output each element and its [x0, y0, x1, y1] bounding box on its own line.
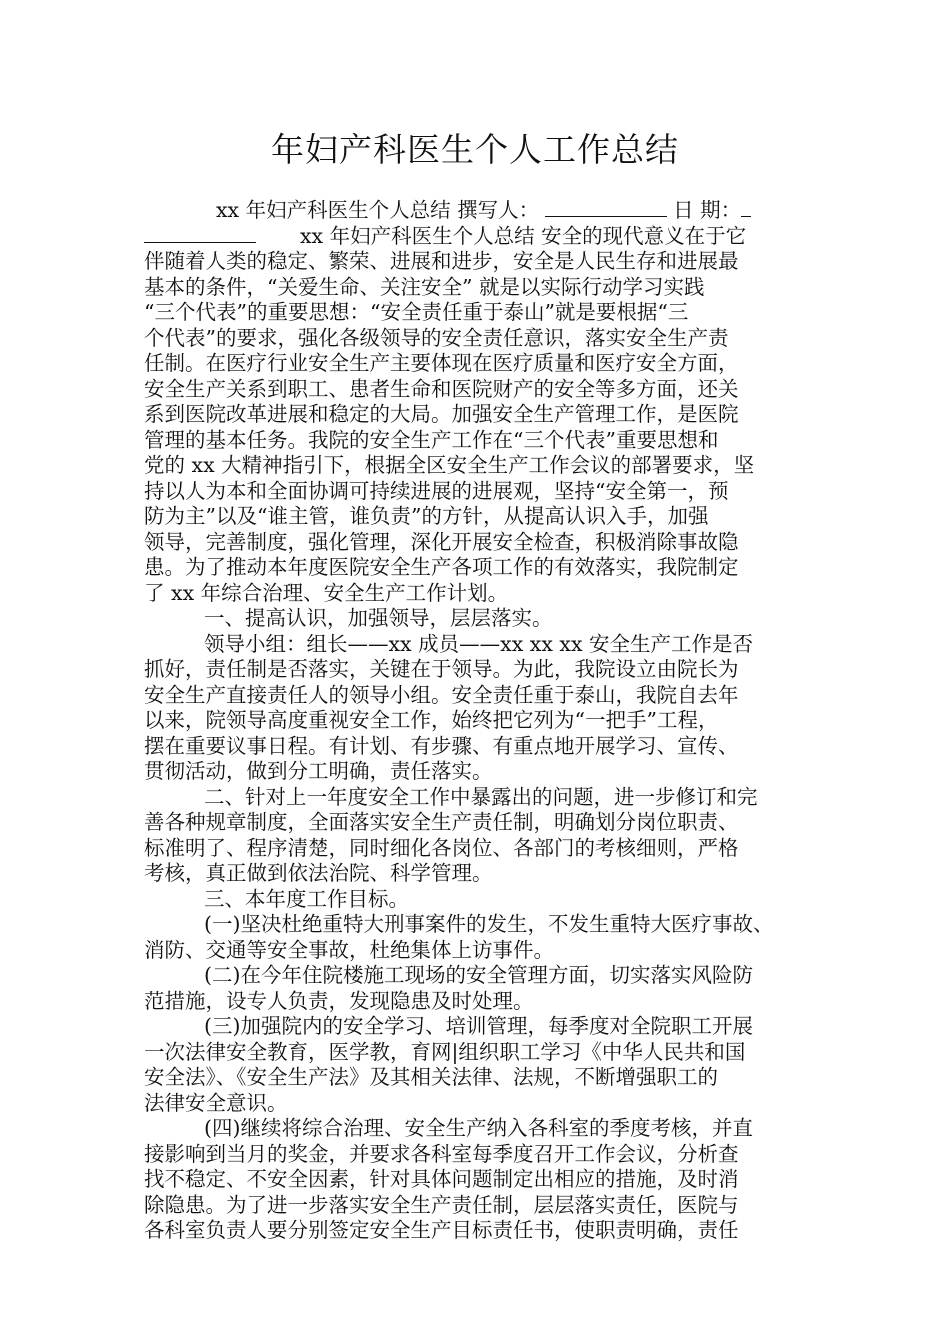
document-body [144, 198, 812, 1244]
paragraph-line: 任制。在医疗行业安全生产主要体现在医疗质量和医疗安全方面， [144, 351, 739, 375]
document-title: 年妇产科医生个人工作总结 [271, 130, 679, 169]
paragraph-line: “三个代表”的重要思想：“安全责任重于泰山”就是要根据“三 [144, 300, 689, 324]
paragraph-line: 接影响到当月的奖金，并要求各科室每季度召开工作会议，分析查 [144, 1141, 739, 1166]
list-item: (一)坚决杜绝重特大刑事案件的发生，不发生重特大医疗事故、 [204, 912, 774, 936]
paragraph-line: 基本的条件，“关爱生命、关注安全” 就是以实际行动学习实践 [144, 274, 705, 299]
date-blank [741, 198, 751, 217]
paragraph-line: 考核，真正做到依法治院、科学管理。 [144, 861, 493, 885]
section-heading: 三、本年度工作目标。 [204, 886, 409, 911]
paragraph-line: 安全法》、《安全生产法》及其相关法律、法规，不断增强职工的 [144, 1065, 718, 1089]
paragraph-line: 领导小组：组长——xx 成员——xx xx xx 安全生产工作是否 [204, 631, 754, 656]
section-heading: 一、提高认识，加强领导，层层落实。 [204, 606, 553, 630]
paragraph-line: 除隐患。为了进一步落实安全生产责任制，层层落实责任，医院与 [144, 1192, 739, 1217]
header-prefix: xx 年妇产科医生个人总结 撰写人： [216, 198, 540, 222]
paragraph-line: 摆在重要议事日程。有计划、有步骤、有重点地开展学习、宣传、 [144, 733, 739, 758]
section-heading: 二、针对上一年度安全工作中暴露出的问题，进一步修订和完 [204, 784, 758, 809]
paragraph-line: 了 xx 年综合治理、安全生产工作计划。 [144, 580, 509, 605]
author-blank [545, 198, 667, 217]
list-item: (三)加强院内的安全学习、培训管理，每季度对全院职工开展 [204, 1014, 753, 1038]
paragraph-line: 一次法律安全教育，医学教，育网|组织职工学习《中华人民共和国 [144, 1039, 746, 1064]
paragraph-line: 抓好，责任制是否落实，关键在于领导。为此，我院设立由院长为 [144, 657, 739, 681]
paragraph-line: 安全生产直接责任人的领导小组。安全责任重于泰山，我院自去年 [144, 682, 739, 707]
paragraph-line: 标准明了、程序清楚，同时细化各岗位、各部门的考核细则，严格 [144, 835, 739, 860]
paragraph-line: 找不稳定、不安全因素，针对具体问题制定出相应的措施，及时消 [144, 1167, 739, 1191]
list-item: (四)继续将综合治理、安全生产纳入各科室的季度考核，并直 [204, 1116, 753, 1140]
paragraph-line: 贯彻活动，做到分工明确，责任落实。 [144, 759, 493, 783]
paragraph-line: 安全生产关系到职工、患者生命和医院财产的安全等多方面，还关 [144, 376, 739, 401]
paragraph-line: 患。为了推动本年度医院安全生产各项工作的有效落实，我院制定 [144, 555, 739, 579]
paragraph-line: 各科室负责人要分别签定安全生产目标责任书，使职责明确，责任 [144, 1218, 739, 1242]
paragraph-line: 伴随着人类的稳定、繁荣、进展和进步，安全是人民生存和进展最 [144, 249, 739, 273]
paragraph-line: 系到医院改革进展和稳定的大局。加强安全生产管理工作，是医院 [144, 402, 739, 426]
date-blank-continued [144, 224, 256, 243]
paragraph-line: 善各种规章制度，全面落实安全生产责任制，明确划分岗位职责、 [144, 810, 739, 834]
paragraph-line [144, 224, 812, 250]
paragraph-line: 党的 xx 大精神指引下，根据全区安全生产工作会议的部署要求，坚 [144, 453, 755, 477]
paragraph-line: 防为主”以及“谁主管，谁负责”的方针，从提高认识入手，加强 [144, 504, 709, 528]
header-line [144, 198, 812, 224]
line-text: xx 年妇产科医生个人总结 安全的现代意义在于它 [300, 223, 747, 248]
paragraph-line: 个代表”的要求，强化各级领导的安全责任意识，落实安全生产责 [144, 325, 729, 350]
paragraph-line: 法律安全意识。 [144, 1090, 288, 1115]
paragraph-line: 领导，完善制度，强化管理，深化开展安全检查，积极消除事故隐 [144, 529, 739, 554]
paragraph-line: 消防、交通等安全事故，杜绝集体上访事件。 [144, 937, 554, 962]
paragraph-line: 以来，院领导高度重视安全工作，始终把它列为“一把手”工程， [144, 708, 719, 732]
paragraph-line: 持以人为本和全面协调可持续进展的进展观，坚持“安全第一，预 [144, 478, 729, 503]
paragraph-line: 范措施，设专人负责，发现隐患及时处理。 [144, 988, 534, 1013]
date-label: 日 期： [673, 198, 742, 222]
list-item: (二)在今年住院楼施工现场的安全管理方面，切实落实风险防 [204, 963, 753, 987]
paragraph-line: 管理的基本任务。我院的安全生产工作在“三个代表”重要思想和 [144, 427, 719, 452]
